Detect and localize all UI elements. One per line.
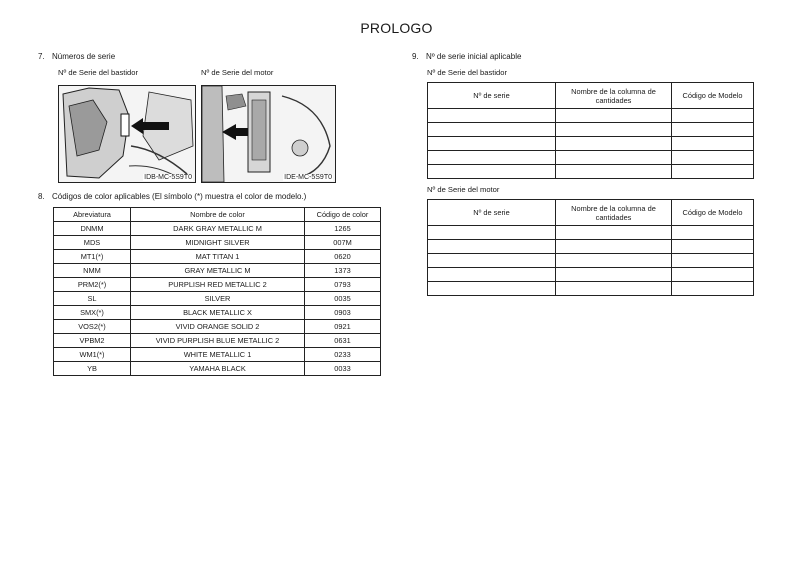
table-row (54, 236, 381, 250)
color-code-cell: 007M (305, 236, 381, 250)
color-name-cell: YAMAHA BLACK (131, 362, 305, 376)
color-name-cell: BLACK METALLIC X (131, 306, 305, 320)
table-row (54, 278, 381, 292)
table-cell (428, 226, 556, 240)
table-cell (672, 240, 754, 254)
color-code-cell: 0035 (305, 292, 381, 306)
table-cell (556, 165, 672, 179)
abbreviation-cell: DNMM (54, 222, 131, 236)
color-codes-table (53, 207, 381, 376)
section-8-title: Códigos de color aplicables (El símbolo (*) muestra el color de modelo.) (52, 192, 307, 201)
table-row (54, 292, 381, 306)
abbreviation-cell: MDS (54, 236, 131, 250)
header-quantity-column: Nombre de la columna de cantidades (556, 83, 672, 109)
header-serial-number: Nº de serie (428, 83, 556, 109)
abbreviation-cell: SMX(*) (54, 306, 131, 320)
table-header-row (54, 208, 381, 222)
table-row (428, 165, 754, 179)
abbreviation-cell: MT1(*) (54, 250, 131, 264)
section-9-number: 9. (412, 52, 419, 61)
color-name-cell: PURPLISH RED METALLIC 2 (131, 278, 305, 292)
table-row (428, 254, 754, 268)
abbreviation-cell: VOS2(*) (54, 320, 131, 334)
header-color-name: Nombre de color (131, 208, 305, 222)
engine-serial-photo (201, 85, 336, 183)
frame-serial-start-label: Nº de Serie del bastidor (427, 68, 508, 77)
frame-illustration (59, 86, 195, 182)
table-cell (428, 165, 556, 179)
table-row (428, 123, 754, 137)
table-cell (556, 123, 672, 137)
table-row (428, 268, 754, 282)
page-title: PROLOGO (360, 20, 433, 36)
table-row (54, 306, 381, 320)
abbreviation-cell: WM1(*) (54, 348, 131, 362)
header-model-code: Código de Modelo (672, 83, 754, 109)
color-name-cell: SILVER (131, 292, 305, 306)
abbreviation-cell: PRM2(*) (54, 278, 131, 292)
table-row (428, 226, 754, 240)
engine-illustration (202, 86, 335, 182)
table-row (54, 264, 381, 278)
section-7-number: 7. (38, 52, 45, 61)
header-model-code: Código de Modelo (672, 200, 754, 226)
table-cell (672, 137, 754, 151)
table-cell (672, 282, 754, 296)
table-cell (672, 226, 754, 240)
table-cell (428, 109, 556, 123)
table-header-row (428, 83, 754, 109)
table-row (428, 240, 754, 254)
table-cell (556, 226, 672, 240)
header-color-code: Código de color (305, 208, 381, 222)
engine-serial-table (427, 199, 754, 296)
color-name-cell: GRAY METALLIC M (131, 264, 305, 278)
color-code-cell: 1373 (305, 264, 381, 278)
section-7-title: Números de serie (52, 52, 116, 61)
color-code-cell: 0793 (305, 278, 381, 292)
section-8-number: 8. (38, 192, 45, 201)
engine-serial-label: Nº de Serie del motor (201, 68, 274, 77)
abbreviation-cell: VPBM2 (54, 334, 131, 348)
frame-serial-table (427, 82, 754, 179)
table-row (428, 109, 754, 123)
table-row (54, 334, 381, 348)
table-header-row (428, 200, 754, 226)
color-name-cell: VIVID PURPLISH BLUE METALLIC 2 (131, 334, 305, 348)
header-abbreviation: Abreviatura (54, 208, 131, 222)
abbreviation-cell: YB (54, 362, 131, 376)
abbreviation-cell: SL (54, 292, 131, 306)
table-cell (672, 151, 754, 165)
table-cell (428, 151, 556, 165)
table-cell (556, 282, 672, 296)
abbreviation-cell: NMM (54, 264, 131, 278)
engine-serial-start-label: Nº de Serie del motor (427, 185, 500, 194)
table-cell (556, 268, 672, 282)
table-row (428, 137, 754, 151)
color-code-cell: 0620 (305, 250, 381, 264)
table-row (428, 151, 754, 165)
color-name-cell: MAT TITAN 1 (131, 250, 305, 264)
table-cell (428, 268, 556, 282)
frame-serial-label: Nº de Serie del bastidor (58, 68, 139, 77)
section-7-heading (38, 52, 115, 61)
table-cell (672, 165, 754, 179)
table-cell (556, 151, 672, 165)
table-cell (428, 123, 556, 137)
table-row (54, 222, 381, 236)
table-cell (672, 254, 754, 268)
section-8-heading (38, 192, 306, 201)
table-cell (428, 240, 556, 254)
section-9-heading (412, 52, 521, 61)
section-9-title: Nº de serie inicial aplicable (426, 52, 522, 61)
color-name-cell: DARK GRAY METALLIC M (131, 222, 305, 236)
color-code-cell: 0233 (305, 348, 381, 362)
header-serial-number: Nº de serie (428, 200, 556, 226)
table-cell (672, 268, 754, 282)
color-code-cell: 1265 (305, 222, 381, 236)
table-cell (428, 254, 556, 268)
color-name-cell: VIVID ORANGE SOLID 2 (131, 320, 305, 334)
table-cell (672, 123, 754, 137)
table-row (428, 282, 754, 296)
table-row (54, 362, 381, 376)
table-cell (556, 109, 672, 123)
color-name-cell: WHITE METALLIC 1 (131, 348, 305, 362)
table-cell (428, 137, 556, 151)
color-code-cell: 0903 (305, 306, 381, 320)
table-cell (556, 254, 672, 268)
engine-photo-caption: IDE-MC-5S9T0 (284, 174, 332, 181)
frame-photo-caption: IDB-MC-5S9T0 (144, 174, 192, 181)
table-row (54, 250, 381, 264)
table-cell (672, 109, 754, 123)
table-cell (428, 282, 556, 296)
table-cell (556, 240, 672, 254)
header-quantity-column: Nombre de la columna de cantidades (556, 200, 672, 226)
color-code-cell: 0631 (305, 334, 381, 348)
color-code-cell: 0033 (305, 362, 381, 376)
color-name-cell: MIDNIGHT SILVER (131, 236, 305, 250)
table-row (54, 348, 381, 362)
table-cell (556, 137, 672, 151)
color-code-cell: 0921 (305, 320, 381, 334)
frame-serial-photo (58, 85, 196, 183)
table-row (54, 320, 381, 334)
